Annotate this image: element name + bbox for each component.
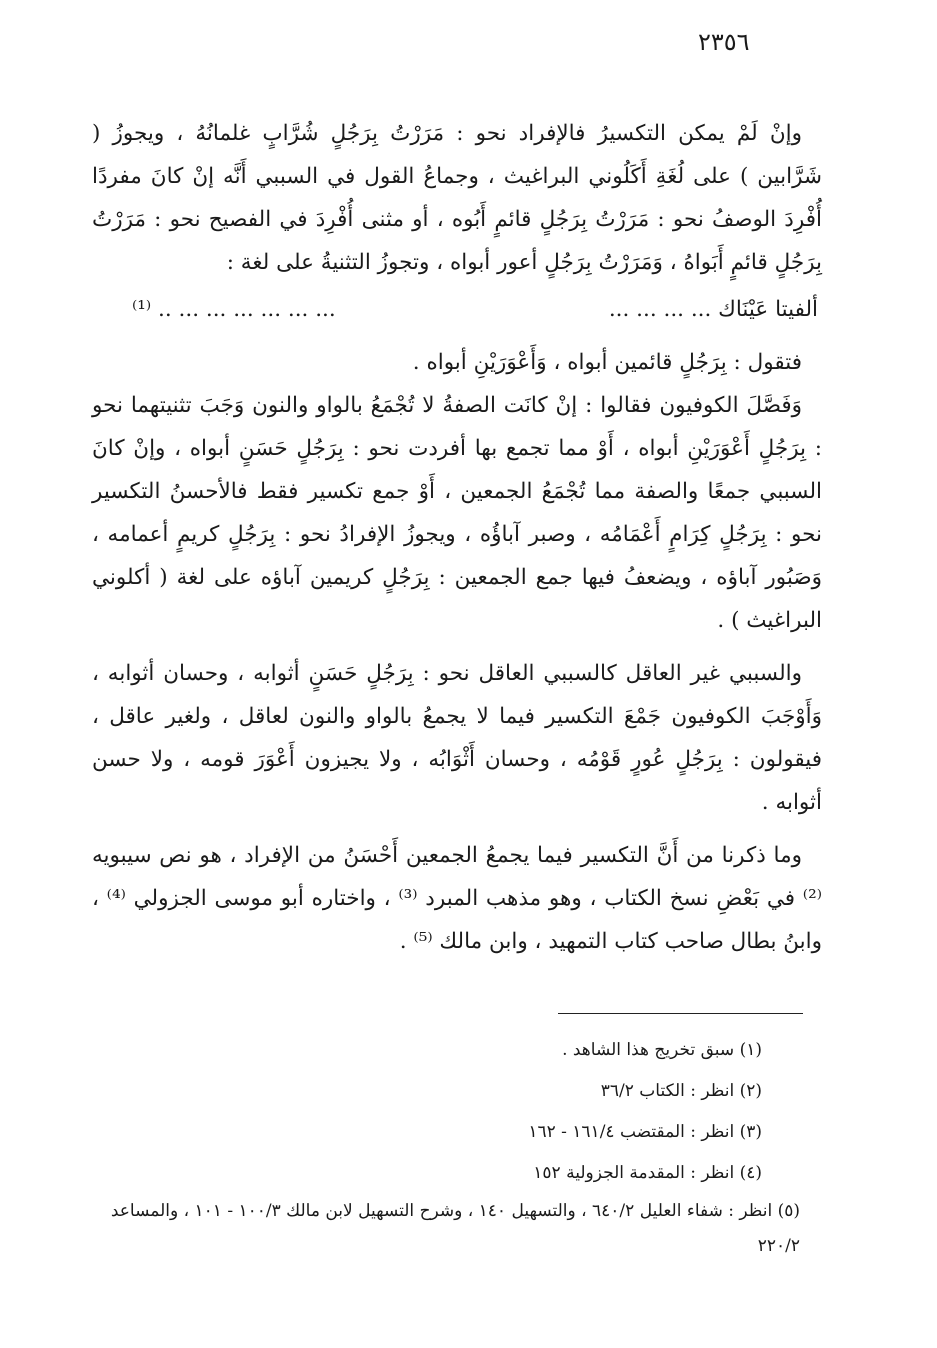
- footnote-4: (٤) انظر : المقدمة الجزولية ١٥٢: [533, 1163, 762, 1183]
- footnote-divider: [558, 1013, 803, 1014]
- verse-second-hemistich: ... ... ... ... ... ... .. ⁽¹⁾: [132, 297, 336, 322]
- paragraph-2: فتقول : بِرَجُلٍ قائمين أبواه ، وَأَعْوَرَيْنِ أبواه .: [412, 350, 802, 375]
- footnotes: [100, 1030, 800, 1264]
- footnote-5: (٥) انظر : شفاء العليل ٦٤٠/٢ ، والتسهيل ١٤٠ ، وشرح التسهيل لابن مالك ١٠٠/٣ - ١٠١ ، والمساعد ٢٢٠/٢: [110, 1201, 800, 1256]
- paragraph-5: وما ذكرنا من أَنَّ التكسير فيما يجمعُ الجمعين أَحْسَنُ من الإفراد ، هو نص سيبويه ⁽²⁾ في بَعْضِ نسخ الكتاب ، وهو مذهب المبرد ⁽³⁾ ، واختاره أبو موسى الجزولي ⁽⁴⁾ ، وابنُ بطال صاحب كتاب التمهيد ، وابن مالك ⁽⁵⁾ .: [92, 843, 822, 954]
- paragraph-3: وَفَصَّلَ الكوفيون فقالوا : إنْ كانَت الصفةُ لا تُجْمَعُ بالواو والنون وَجَبَ تثنيتهما نحو : بِرَجُلٍ أَعْوَرَيْنِ أبواه ، أَوْ مما تجمع بها أفردت نحو : بِرَجُلٍ حَسَنٍ أبواه ، وإنْ كانَ السببي جمعًا والصفة مما تُجْمَعُ الجمعين ، أَوْ جمع تكسير فقط فالأحسنُ التكسير نحو : بِرَجُلٍ كِرَامٍ أَعْمَامُه ، وصبر آباؤُه ، ويجوزُ الإفرادُ نحو : بِرَجُلٍ كريمٍ أعمامه ، وَصَبُور آباؤه ، ويضعفُ فيها جمع الجمعين : بِرَجُلٍ كريمين آباؤه على لغة ( أكلوني البراغيث ) .: [92, 393, 822, 633]
- paragraph-4: والسببي غير العاقل كالسببي العاقل نحو : بِرَجُلٍ حَسَنٍ أثوابه ، وحسان أثوابه ، وَأَوْجَبَ الكوفيون جَمْعَ التكسير فيما لا يجمعُ بالواو والنون لعاقل ، ولغير عاقل ، فيقولون : بِرَجُلٍ عُورٍ قَوْمُه ، وحسان أَثْوَابُه ، ولا يجيزون أَعْوَرَ قومه ، ولا حسن أثوابه .: [92, 661, 822, 815]
- footnote-3: (٣) انظر : المقتضب ١٦١/٤ - ١٦٢: [528, 1122, 762, 1142]
- paragraph-1: وإنْ لَمْ يمكن التكسيرُ فالإفراد نحو : مَرَرْتُ بِرَجُلٍ شُرَّابٍ غلمانُهُ ، ويجوزُ ( شَرَّابين ) على لُغَةِ أَكَلُوني البراغيث ، وجماعُ القول في السببي أَنَّه إنْ كانَ مفردًا أُفْرِدَ الوصفُ نحو : مَرَرْتُ بِرَجُلٍ قائمٍ أَبُوه ، أو مثنى أُفْرِدَ في الفصيح نحو : مَرَرْتُ بِرَجُلٍ قائمٍ أَبَواهُ ، وَمَرَرْتُ بِرَجُلٍ أعور أبواه ، وتجوزُ التثنيةُ على لغة :: [92, 121, 822, 275]
- footnote-2: (٢) انظر : الكتاب ٣٦/٢: [600, 1081, 762, 1101]
- main-text: [92, 112, 822, 963]
- poetry-verse: [92, 288, 822, 331]
- verse-first-hemistich: ألفيتا عَيْنَاك ... ... ... ...: [608, 297, 818, 322]
- page-number: ٢٣٥٦: [698, 28, 750, 56]
- footnote-1: (١) سبق تخريج هذا الشاهد .: [562, 1040, 762, 1060]
